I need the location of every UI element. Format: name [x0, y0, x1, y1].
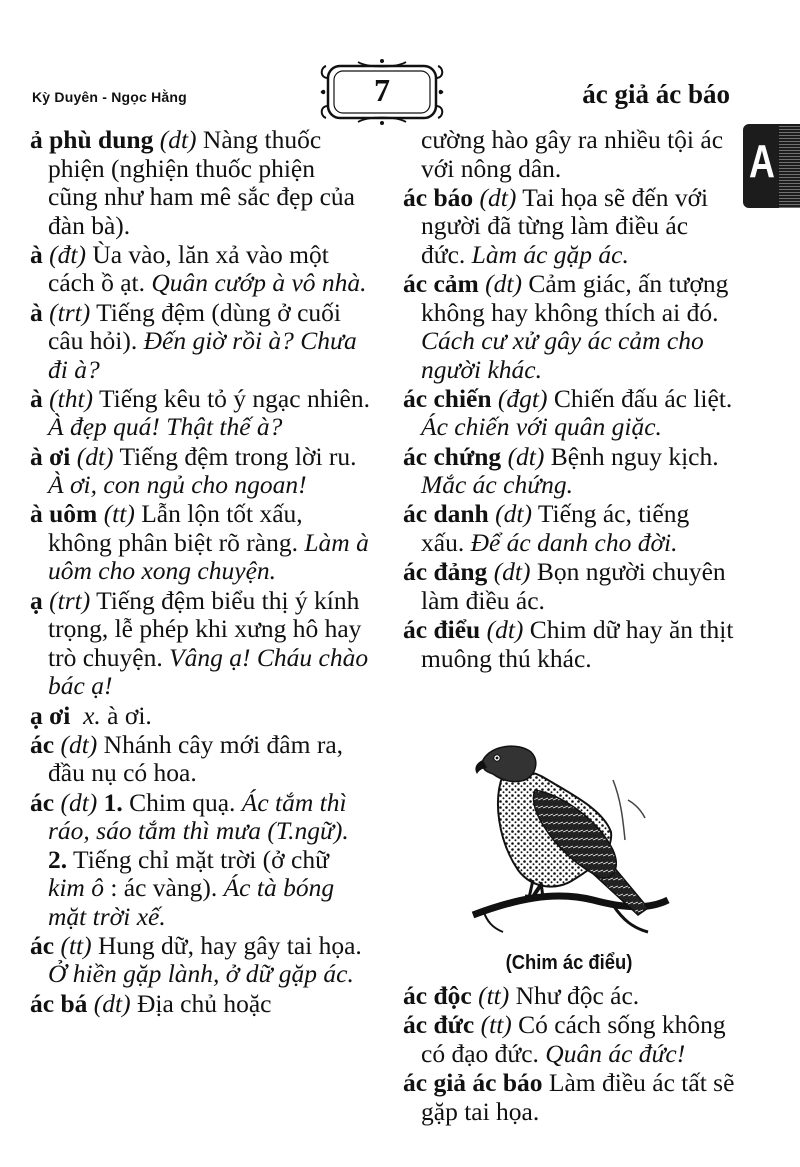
- section-letter: A: [749, 135, 775, 187]
- sense-number: 2.: [48, 844, 68, 874]
- definition: Chim dữ hay ăn thịt muông thú khác.: [421, 615, 734, 673]
- headword: à uôm: [30, 499, 98, 529]
- dictionary-entry: [30, 299, 370, 385]
- definition: Hung dữ, hay gây tai họa.: [91, 930, 362, 960]
- definition: Tiếng chỉ mặt trời (ở chữ: [67, 844, 329, 874]
- dictionary-entry: [30, 587, 370, 701]
- example: Quân cướp à vô nhà.: [151, 268, 367, 298]
- example: Ác tắm thì ráo, sáo tắm thì mưa (T.ngữ).: [48, 787, 349, 846]
- part-of-speech: (đgt): [497, 383, 548, 413]
- dictionary-entry: [403, 1011, 735, 1068]
- dictionary-entry: [403, 184, 735, 270]
- headword: ác giả ác báo: [403, 1068, 543, 1098]
- dictionary-entry: [403, 270, 735, 384]
- definition: Nàng thuốc phiện (nghiện thuốc phiện cũng như ham mê sắc đẹp của đàn bà).: [48, 125, 355, 240]
- definition: Chim quạ.: [122, 787, 242, 817]
- dictionary-entry: [403, 1069, 735, 1126]
- figure-caption: (Chim ác điểu): [505, 952, 633, 974]
- example: Làm ác gặp ác.: [471, 239, 629, 269]
- headword: ác điểu: [403, 615, 481, 645]
- headword: à: [30, 239, 43, 269]
- part-of-speech: (tht): [49, 383, 94, 413]
- part-of-speech: (dt): [76, 441, 114, 471]
- cross-reference-marker: x.: [83, 700, 101, 730]
- left-column: [30, 126, 370, 1019]
- definition: Tiếng đệm trong lời ru.: [113, 441, 357, 471]
- example: Để ác danh cho đời.: [470, 527, 678, 557]
- headword: ác: [30, 930, 55, 960]
- part-of-speech: (dt): [495, 499, 532, 529]
- headword: ác: [30, 729, 55, 759]
- example: Ác tà bóng mặt trời xế.: [48, 873, 335, 931]
- headword: ác chứng: [403, 441, 502, 471]
- page-header: [0, 0, 800, 125]
- definition: Nhánh cây mới đâm ra, đầu nụ có hoa.: [48, 729, 344, 788]
- example: Vâng ạ! Cháu chào bác ạ!: [48, 642, 369, 701]
- dictionary-entry: [403, 443, 735, 500]
- definition: cường hào gây ra nhiều tội ác với nông dân.: [421, 125, 724, 183]
- part-of-speech: (trt): [49, 297, 91, 327]
- headword: ả phù dung: [30, 125, 154, 154]
- headword: ác cảm: [403, 269, 479, 299]
- right-column-top: [403, 126, 735, 674]
- example: À ơi, con ngủ cho ngoan!: [48, 470, 307, 500]
- dictionary-entry: [403, 385, 735, 442]
- example: Làm à uôm cho xong chuyện.: [48, 527, 369, 586]
- definition: Tiếng đệm biểu thị ý kính trọng, lễ phép khi xưng hô hay trò chuyện.: [48, 585, 362, 672]
- sense-number: 1.: [97, 787, 123, 817]
- bird-illustration: [463, 740, 673, 940]
- part-of-speech: (dt): [479, 182, 517, 212]
- section-tab: [743, 124, 800, 208]
- dictionary-entry: [403, 500, 735, 557]
- part-of-speech: (tt): [60, 930, 92, 960]
- definition: Tiếng kêu tỏ ý ngạc nhiên.: [93, 383, 370, 413]
- part-of-speech: (dt): [93, 988, 131, 1018]
- part-of-speech: (dt): [493, 557, 531, 587]
- definition: Tiếng đệm (dùng ở cuối câu hỏi).: [48, 297, 341, 356]
- dictionary-entry: [403, 982, 735, 1011]
- part-of-speech: (dt): [486, 615, 524, 645]
- definition: Chiến đấu ác liệt.: [547, 383, 733, 413]
- example: Ở hiền gặp lành, ở dữ gặp ác.: [48, 959, 354, 989]
- headword: ác bá: [30, 988, 88, 1018]
- definition: : ác vàng).: [103, 873, 224, 903]
- example: kim ô: [48, 873, 104, 903]
- dictionary-entry: [30, 990, 370, 1019]
- definition: Như độc ác.: [509, 981, 640, 1010]
- headword: ạ: [30, 585, 43, 615]
- headword: à: [30, 297, 43, 327]
- bird-of-prey-icon: [463, 740, 673, 940]
- authors: Kỳ Duyên - Ngọc Hằng: [32, 89, 187, 105]
- definition: Địa chủ hoặc: [130, 988, 272, 1018]
- part-of-speech: (trt): [49, 585, 91, 615]
- dictionary-entry-continued: [403, 126, 735, 183]
- definition: Bệnh nguy kịch.: [544, 441, 719, 471]
- part-of-speech: (tt): [103, 499, 135, 529]
- headword: ác chiến: [403, 383, 492, 413]
- dictionary-entry: [30, 702, 370, 731]
- dictionary-entry: [30, 241, 370, 298]
- headword: ác đức: [403, 1010, 475, 1040]
- part-of-speech: (tt): [478, 981, 510, 1010]
- headword: ác danh: [403, 499, 489, 529]
- definition: Làm điều ác tất sẽ gặp tai họa.: [421, 1068, 735, 1126]
- part-of-speech: (dt): [507, 441, 545, 471]
- headword: ạ ơi: [30, 700, 71, 730]
- dictionary-entry: [403, 558, 735, 615]
- definition: Tiếng ác, tiếng xấu.: [421, 499, 690, 557]
- dictionary-entry: [30, 731, 370, 788]
- example: Ác chiến với quân giặc.: [421, 412, 662, 442]
- headword: à ơi: [30, 441, 71, 471]
- page-number: 7: [374, 72, 390, 108]
- definition: Tai họa sẽ đến với người đã từng làm điều ác đức.: [421, 182, 709, 269]
- definition: Ùa vào, lăn xả vào một cách ồ ạt.: [48, 239, 329, 298]
- definition: Có cách sống không có đạo đức.: [421, 1010, 726, 1068]
- headword: ác báo: [403, 182, 474, 212]
- headword: ác: [30, 787, 55, 817]
- dictionary-entry: [30, 443, 370, 500]
- definition: Cảm giác, ấn tượng không hay không thích ai đó.: [421, 269, 729, 327]
- dictionary-entry: [403, 616, 735, 673]
- part-of-speech: (đt): [49, 239, 86, 269]
- part-of-speech: (dt): [60, 729, 98, 759]
- dictionary-entry: [30, 789, 370, 932]
- headword: à: [30, 383, 43, 413]
- part-of-speech: (dt): [159, 125, 197, 154]
- example: Mắc ác chứng.: [421, 470, 573, 500]
- example: Quân ác đức!: [545, 1038, 686, 1068]
- example: Đến giờ rồi à? Chưa đi à?: [48, 326, 357, 384]
- running-head: ác giả ác báo: [582, 79, 730, 109]
- tab-stripes: [779, 124, 800, 208]
- headword: ác độc: [403, 981, 472, 1010]
- part-of-speech: (dt): [485, 269, 522, 299]
- headword: ác đảng: [403, 557, 488, 587]
- definition: Bọn người chuyên làm điều ác.: [421, 557, 726, 615]
- right-column-bottom: [403, 982, 735, 1127]
- part-of-speech: (dt): [60, 787, 98, 817]
- definition: Lẫn lộn tốt xấu, không phân biệt rõ ràng.: [48, 499, 305, 557]
- dictionary-entry: [30, 126, 370, 240]
- part-of-speech: (tt): [480, 1010, 512, 1040]
- example: Cách cư xử gây ác cảm cho người khác.: [421, 326, 704, 384]
- dictionary-entry: [30, 500, 370, 586]
- dictionary-entry: [30, 932, 370, 989]
- page-number-ornament: [318, 58, 446, 126]
- dictionary-entry: [30, 385, 370, 442]
- example: À đẹp quá! Thật thế à?: [48, 412, 283, 442]
- cross-reference: à ơi.: [100, 700, 152, 730]
